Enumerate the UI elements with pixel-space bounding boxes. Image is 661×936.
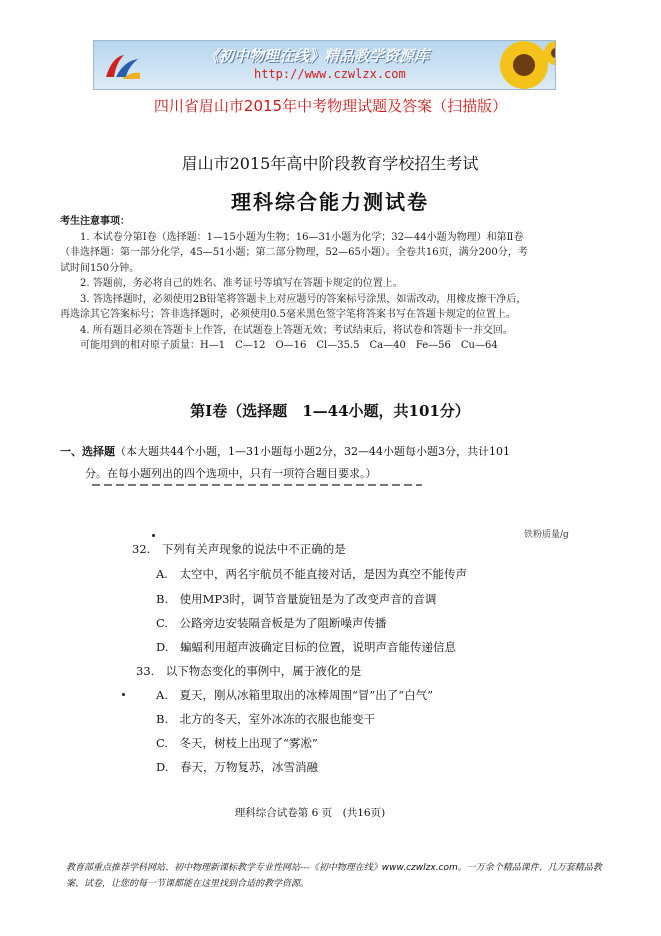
exam-title-line1: 眉山市2015年高中阶段教育学校招生考试 — [181, 154, 479, 173]
bottom-promo-note: 教育部重点推荐学科网站、初中物理新课标教学专业性网站---《初中物理在线》www.czwlzx.com。一万余个精品课件、几万套精品教案、试卷，让您的每一节课都能在这里找到合适的教学资源。 — [66, 863, 602, 889]
section-desc-cont: 分。在每小题列出的四个选项中，只有一项符合题目要求。） — [85, 467, 377, 480]
atomic-masses: 可能用到的相对原子质量：H—1 C—12 O—16 Cl—35.5 Ca—40 Fe—56 Cu—64 — [80, 340, 498, 351]
site-banner — [93, 40, 556, 90]
corner-label: 铁粉质量/g — [524, 530, 569, 540]
section-label: 一、选择题 — [60, 445, 115, 458]
section-desc: （本大题共44个小题，1—31小题每小题2分，32—44小题每小题3分，共计101 — [115, 445, 510, 458]
question-option: B. 北方的冬天，室外冰冻的衣服也能变干 — [156, 712, 376, 726]
exam-title-line2: 理科综合能力测试卷 — [231, 190, 429, 214]
question-stem: 33. 以下物态变化的事例中，属于液化的是 — [136, 664, 362, 678]
banner-title: 《初中物理在线》精品教学资源库 — [204, 47, 430, 65]
section-instructions — [60, 441, 530, 485]
question-option: D. 春天，万物复苏，冰雪消融 — [156, 760, 318, 774]
exam-notes — [60, 214, 530, 354]
question-option: B. 使用MP3时，调节音量旋钮是为了改变声音的音调 — [156, 592, 437, 606]
question-option: A. 太空中，两名宇航员不能直接对话，是因为真空不能传声 — [156, 567, 467, 581]
sunflower-icon — [494, 40, 556, 90]
question-option: C. 公路旁边安装隔音板是为了阻断噪声传播 — [156, 616, 387, 630]
scan-dot — [122, 693, 125, 696]
page-number-footer: 理科综合试卷第 6 页 (共16页) — [234, 807, 386, 819]
question-stem: 32. 下列有关声现象的说法中不正确的是 — [132, 542, 346, 556]
note-item: 4. 所有题目必须在答题卡上作答，在试题卷上答题无效；考试结束后，将试卷和答题卡一并交回。 — [80, 324, 513, 336]
page-cut-divider — [92, 484, 422, 486]
site-logo-icon — [102, 49, 142, 81]
section-title: 第Ⅰ卷（选择题 1—44小题，共101分） — [190, 402, 470, 420]
scan-dot — [152, 534, 155, 537]
note-item: 3. 答选择题时，必须使用2B铅笔将答题卡上对应题号的答案标号涂黑，如需改动，用橡皮擦干净后，再选涂其它答案标号；答非选择题时，必须使用0.5毫米黑色签字笔将答案书写在答题卡规定的位置上。 — [60, 293, 527, 320]
question-option: A. 夏天，刚从冰箱里取出的冰棒周围“冒”出了“白气” — [156, 688, 433, 702]
document-heading: 四川省眉山市2015年中考物理试题及答案（扫描版） — [153, 97, 508, 115]
note-item: 1. 本试卷分第Ⅰ卷（选择题：1—15小题为生物；16—31小题为化学；32—44小题为物理）和第Ⅱ卷（非选择题：第一部分化学，45—51小题；第二部分物理，52—65小题）。全卷共16页，满分200分，考试时间150分钟。 — [60, 231, 528, 274]
question-option: C. 冬天，树枝上出现了“雾凇” — [156, 736, 318, 750]
note-item: 2. 答题前，务必将自己的姓名、准考证号等填写在答题卡规定的位置上。 — [80, 278, 403, 289]
notes-title: 考生注意事项： — [60, 216, 130, 227]
question-option: D. 蝙蝠利用超声波确定目标的位置，说明声音能传递信息 — [156, 640, 456, 654]
banner-url[interactable]: http://www.czwlzx.com — [254, 67, 406, 81]
